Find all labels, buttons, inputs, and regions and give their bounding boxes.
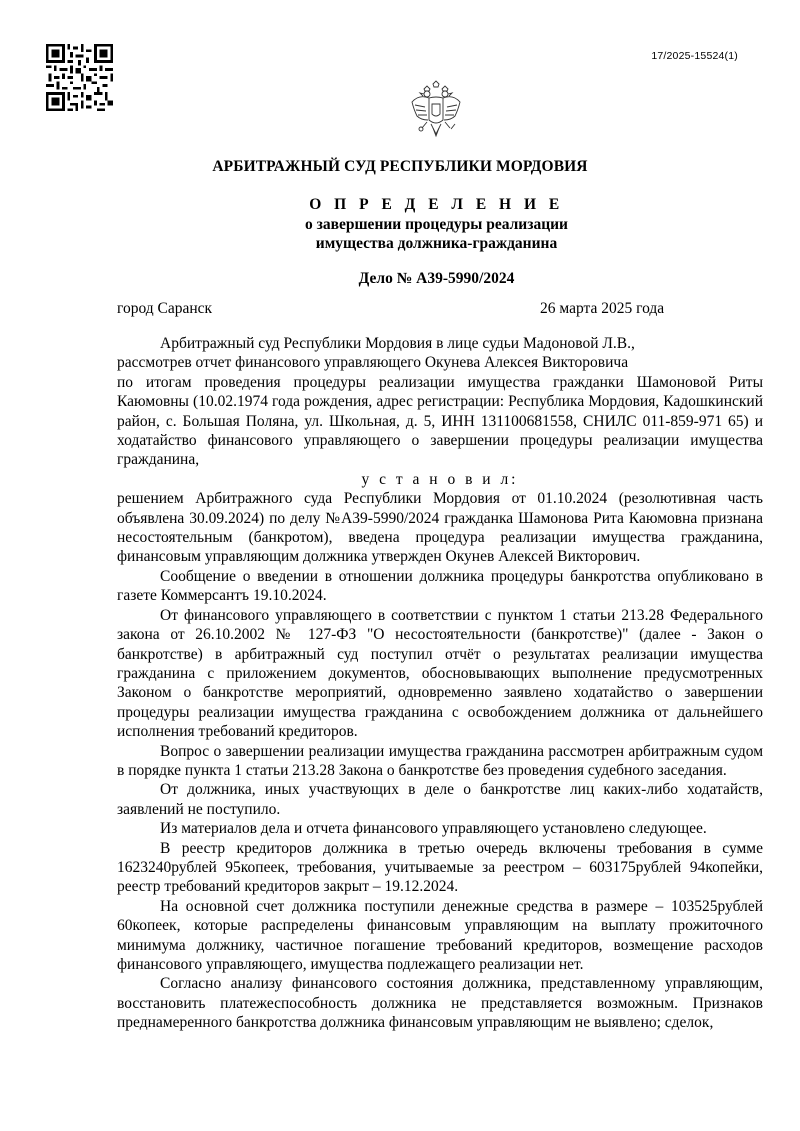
paragraph-2: Сообщение о введении в отношении должника процедуры банкротства опубликовано в газете Коммерсантъ 19.10.2024. [117, 567, 763, 605]
determination-subtitle-line2: имущества должника-гражданина [315, 235, 558, 252]
paragraph-8: На основной счет должника поступили денежные средства в размере – 103525рублей 60копеек, которые распределены финансовым управляющим на выплату прожиточного минимума должнику, частичное погашение требований кредиторов, возмещение расходов финансового управляющего, имущества подлежащего реализации нет. [117, 897, 763, 973]
court-title: АРБИТРАЖНЫЙ СУД РЕСПУБЛИКИ МОРДОВИЯ [212, 158, 588, 175]
paragraph-3: От финансового управляющего в соответствии с пунктом 1 статьи 213.28 Федерального закона от 26.10.2002 № 127-ФЗ "О несостоятельности (банкротстве)" (далее - Закон о банкротстве) в арбитражный суд поступил отчёт о результатах реализации имущества гражданина с приложением документов, обосновывающих выполнение предусмотренных Законом о банкротстве мероприятий, одновременно заявлено ходатайство о завершении процедуры реализации имущества гражданина с освобождением должника от дальнейшего исполнения требований кредиторов. [117, 606, 763, 741]
document-id: 17/2025-15524(1) [651, 50, 738, 62]
paragraph-1: решением Арбитражного суда Республики Мордовия от 01.10.2024 (резолютивная часть объявлена 30.09.2024) по делу №А39-5990/2024 гражданка Шамонова Рита Каюмовна признана несостоятельным (банкротом), введена процедура реализации имущества гражданина, финансовым управляющим должника утвержден Окунев Алексей Викторович. [117, 490, 763, 566]
paragraph-5: От должника, иных участвующих в деле о банкротстве лиц каких-либо ходатайств, заявлений не поступило. [117, 781, 763, 818]
qr-code-icon [46, 44, 113, 111]
coat-of-arms-icon [409, 80, 463, 138]
paragraph-6: Из материалов дела и отчета финансового управляющего установлено следующее. [160, 820, 707, 838]
established-heading: у с т а н о в и л: [361, 470, 519, 488]
paragraph-7: В реестр кредиторов должника в третью очередь включены требования в сумме 1623240рублей 95копеек, требования, учитываемые за реестром – 603175рублей 94копейки, реестр требований кредиторов закрыт – 19.12.2024. [117, 839, 763, 896]
decision-date: 26 марта 2025 года [540, 300, 665, 317]
document-body [117, 334, 763, 1033]
determination-title: О П Р Е Д Е Л Е Н И Е [309, 196, 564, 213]
city: город Саранск [117, 300, 213, 317]
intro-line-2: рассмотрев отчет финансового управляющего Окунева Алексея Викторовича [117, 354, 629, 372]
determination-subtitle-line1: о завершении процедуры реализации [305, 216, 568, 233]
intro-line-1: Арбитражный суд Республики Мордовия в лице судьи Мадоновой Л.В., [160, 335, 635, 352]
paragraph-4: Вопрос о завершении реализации имущества гражданина рассмотрен арбитражным судом в порядке пункта 1 статьи 213.28 Закона о банкротстве без проведения судебного заседания. [117, 742, 763, 779]
intro-paragraph: по итогам проведения процедуры реализации имущества гражданки Шамоновой Риты Каюмовны (10.02.1974 года рождения, адрес регистрации: Республика Мордовия, Кадошкинский район, с. Большая Поляна, ул. Школьная, д. 5, ИНН 131100681558, СНИЛС 011-859-971 65) и ходатайство финансового управляющего о завершении процедуры реализации имущества гражданина, [117, 373, 763, 469]
case-number: Дело № А39-5990/2024 [358, 270, 515, 287]
paragraph-9: Согласно анализу финансового состояния должника, представленному управляющим, восстановить платежеспособность должника не представляется возможным. Признаков преднамеренного банкротства должника финансовым управляющим не выявлено; сделок, [117, 975, 763, 1032]
determination-subtitle [0, 215, 800, 253]
